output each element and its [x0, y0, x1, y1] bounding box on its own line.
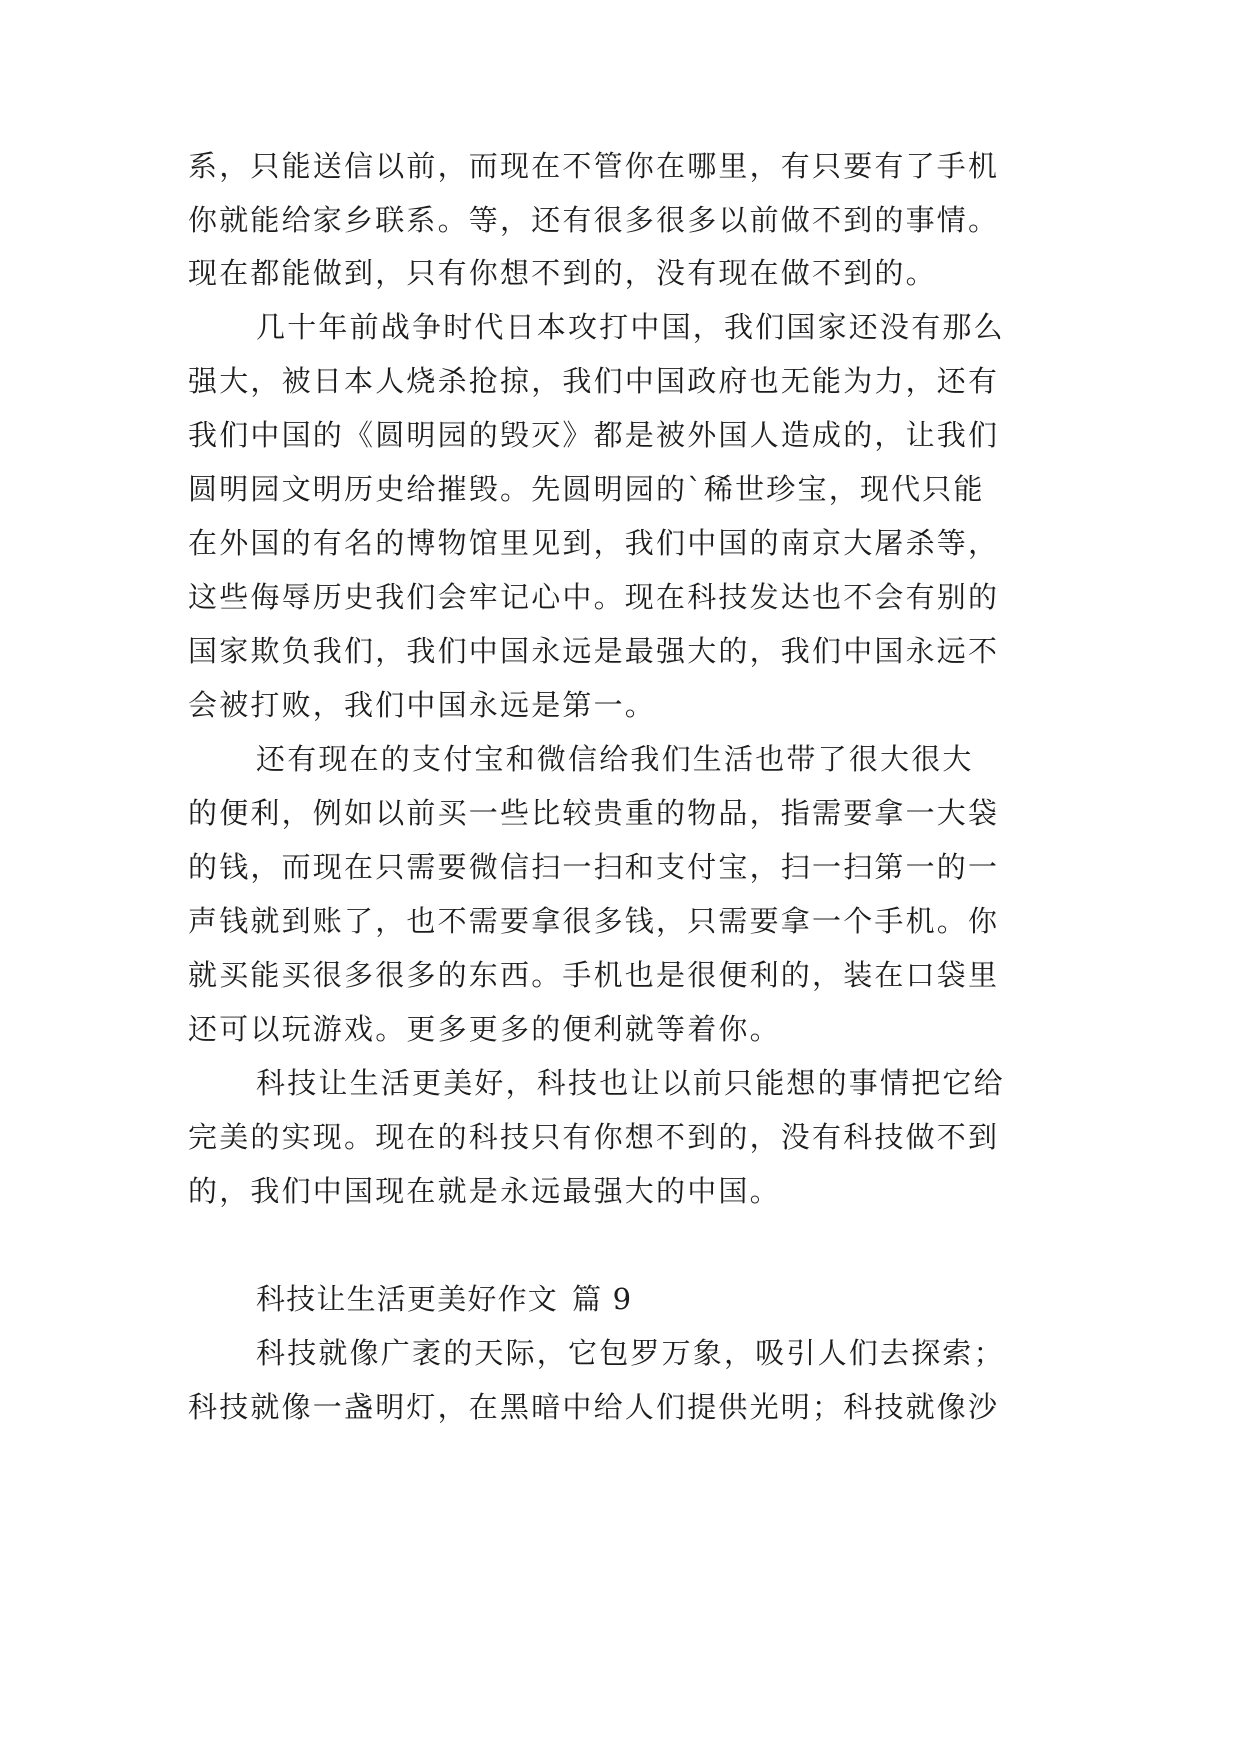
paragraph-3-line-6: 还可以玩游戏。更多更多的便利就等着你。 — [188, 1012, 781, 1046]
paragraph-4-line-2: 完美的实现。现在的科技只有你想不到的，没有科技做不到 — [188, 1120, 1000, 1154]
paragraph-2-line-2: 强大，被日本人烧杀抢掠，我们中国政府也无能为力，还有 — [188, 364, 1000, 398]
paragraph-2-line-6: 这些侮辱历史我们会牢记心中。现在科技发达也不会有别的 — [188, 580, 1000, 614]
paragraph-2-line-1: 几十年前战争时代日本攻打中国，我们国家还没有那么 — [256, 310, 1005, 344]
paragraph-3-line-3: 的钱，而现在只需要微信扫一扫和支付宝，扫一扫第一的一 — [188, 850, 1000, 884]
paragraph-2-line-3: 我们中国的《圆明园的毁灭》都是被外国人造成的，让我们 — [188, 418, 1000, 452]
paragraph-1-line-3: 现在都能做到，只有你想不到的，没有现在做不到的。 — [188, 256, 937, 290]
paragraph-1-line-2: 你就能给家乡联系。等，还有很多很多以前做不到的事情。 — [188, 203, 1000, 237]
paragraph-4-line-3: 的，我们中国现在就是永远最强大的中国。 — [188, 1174, 781, 1208]
section-heading — [256, 1282, 632, 1316]
paragraph-2-line-5: 在外国的有名的博物馆里见到，我们中国的南京大屠杀等， — [188, 526, 1000, 560]
paragraph-2-line-7: 国家欺负我们，我们中国永远是最强大的，我们中国永远不 — [188, 634, 1000, 668]
section-heading-title: 科技让生活更美好作文 — [256, 1282, 559, 1316]
paragraph-4-line-1: 科技让生活更美好，科技也让以前只能想的事情把它给 — [256, 1066, 1005, 1100]
paragraph-2-line-4: 圆明园文明历史给摧毁。先圆明园的`稀世珍宝，现代只能 — [188, 472, 985, 506]
paragraph-3-line-4: 声钱就到账了，也不需要拿很多钱，只需要拿一个手机。你 — [188, 904, 1000, 938]
paragraph-2-line-8: 会被打败，我们中国永远是第一。 — [188, 688, 657, 722]
paragraph-3-line-2: 的便利，例如以前买一些比较贵重的物品，指需要拿一大袋 — [188, 796, 1000, 830]
paragraph-1-line-1: 系，只能送信以前，而现在不管你在哪里，有只要有了手机 — [188, 149, 1000, 183]
section-heading-number: 篇 9 — [572, 1282, 633, 1316]
paragraph-5-line-2: 科技就像一盏明灯，在黑暗中给人们提供光明；科技就像沙 — [188, 1390, 1000, 1424]
paragraph-3-line-1: 还有现在的支付宝和微信给我们生活也带了很大很大 — [256, 742, 974, 776]
paragraph-3-line-5: 就买能买很多很多的东西。手机也是很便利的，装在口袋里 — [188, 958, 1000, 992]
paragraph-5-line-1: 科技就像广袤的天际，它包罗万象，吸引人们去探索； — [256, 1336, 1005, 1370]
